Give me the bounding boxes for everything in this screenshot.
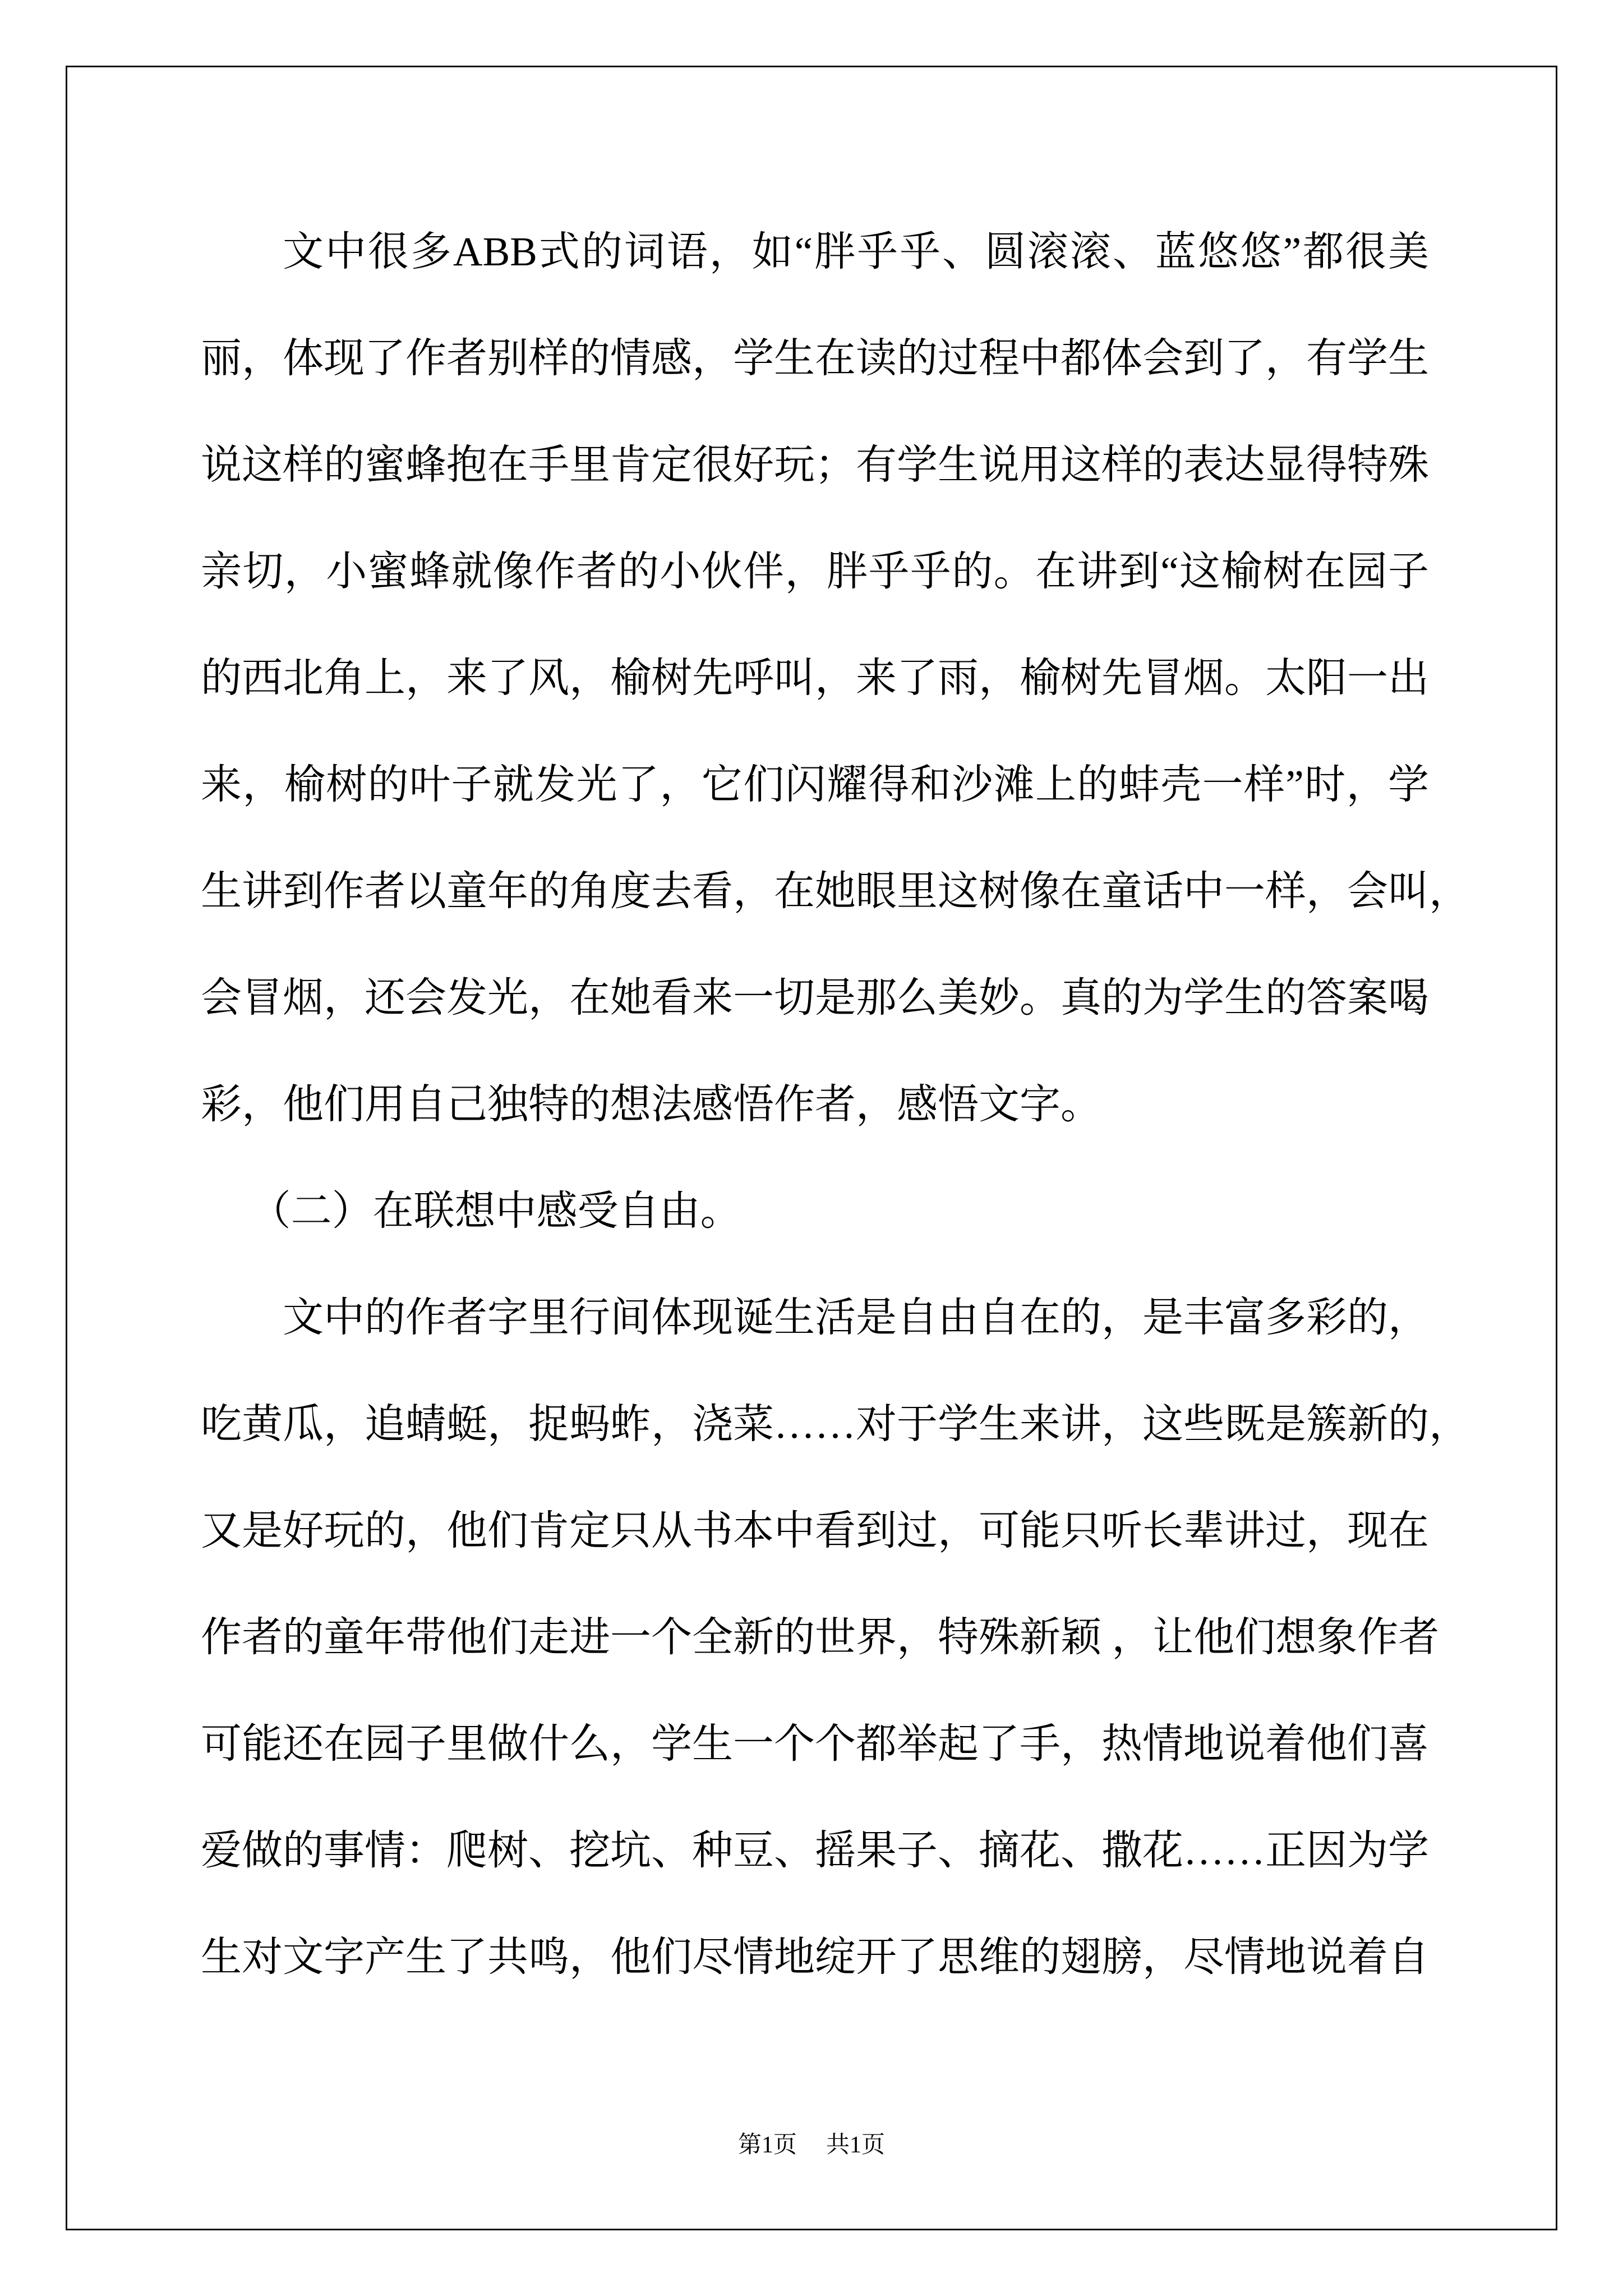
text-line: 生对文字产生了共鸣，他们尽情地绽开了思维的翅膀，尽情地说着自 <box>201 1934 1429 1980</box>
page-total: 共1页 <box>826 2132 886 2158</box>
paragraph <box>201 199 1470 1158</box>
text-line: 亲切，小蜜蜂就像作者的小伙伴，胖乎乎的。在讲到“这榆树在园子 <box>201 549 1429 594</box>
text-line: 生讲到作者以童年的角度去看，在她眼里这树像在童话中一样，会叫， <box>201 868 1470 914</box>
text-line: 吃黄瓜，追蜻蜓，捉蚂蚱，浇菜……对于学生来讲，这些既是簇新的， <box>201 1401 1470 1447</box>
text-line: 会冒烟，还会发光，在她看来一切是那么美妙。真的为学生的答案喝 <box>201 975 1429 1020</box>
text-line: 又是好玩的，他们肯定只从书本中看到过，可能只听长辈讲过，现在 <box>201 1508 1429 1553</box>
page-number: 第1页 <box>737 2132 797 2158</box>
text-line: 文中的作者字里行间体现诞生活是自由自在的，是丰富多彩的， <box>283 1295 1429 1340</box>
text-line: 的西北角上，来了风，榆树先呼叫，来了雨，榆树先冒烟。太阳一出 <box>201 655 1429 701</box>
document-body <box>201 199 1470 2010</box>
paragraph <box>201 1264 1470 2010</box>
text-line: 作者的童年带他们走进一个全新的世界，特殊新颖 ，让他们想象作者 <box>201 1614 1440 1660</box>
section-heading <box>201 1158 1429 1264</box>
text-line: 彩，他们用自己独特的想法感悟作者，感悟文字。 <box>201 1082 1101 1127</box>
text-line: 丽，体现了作者别样的情感，学生在读的过程中都体会到了，有学生 <box>201 335 1429 381</box>
text-line: 可能还在园子里做什么，学生一个个都举起了手，热情地说着他们喜 <box>201 1721 1429 1766</box>
text-line: 爱做的事情：爬树、挖坑、种豆、摇果子、摘花、撒花……正因为学 <box>201 1828 1429 1873</box>
text-line: 说这样的蜜蜂抱在手里肯定很好玩；有学生说用这样的表达显得特殊 <box>201 442 1429 487</box>
page-footer <box>0 2128 1623 2162</box>
section-heading-text: （二）在联想中感受自由。 <box>250 1188 741 1234</box>
text-line: 来，榆树的叶子就发光了，它们闪耀得和沙滩上的蚌壳一样”时，学 <box>201 762 1429 807</box>
text-line: 文中很多ABB式的词语，如“胖乎乎、圆滚滚、蓝悠悠”都很美 <box>283 229 1429 274</box>
